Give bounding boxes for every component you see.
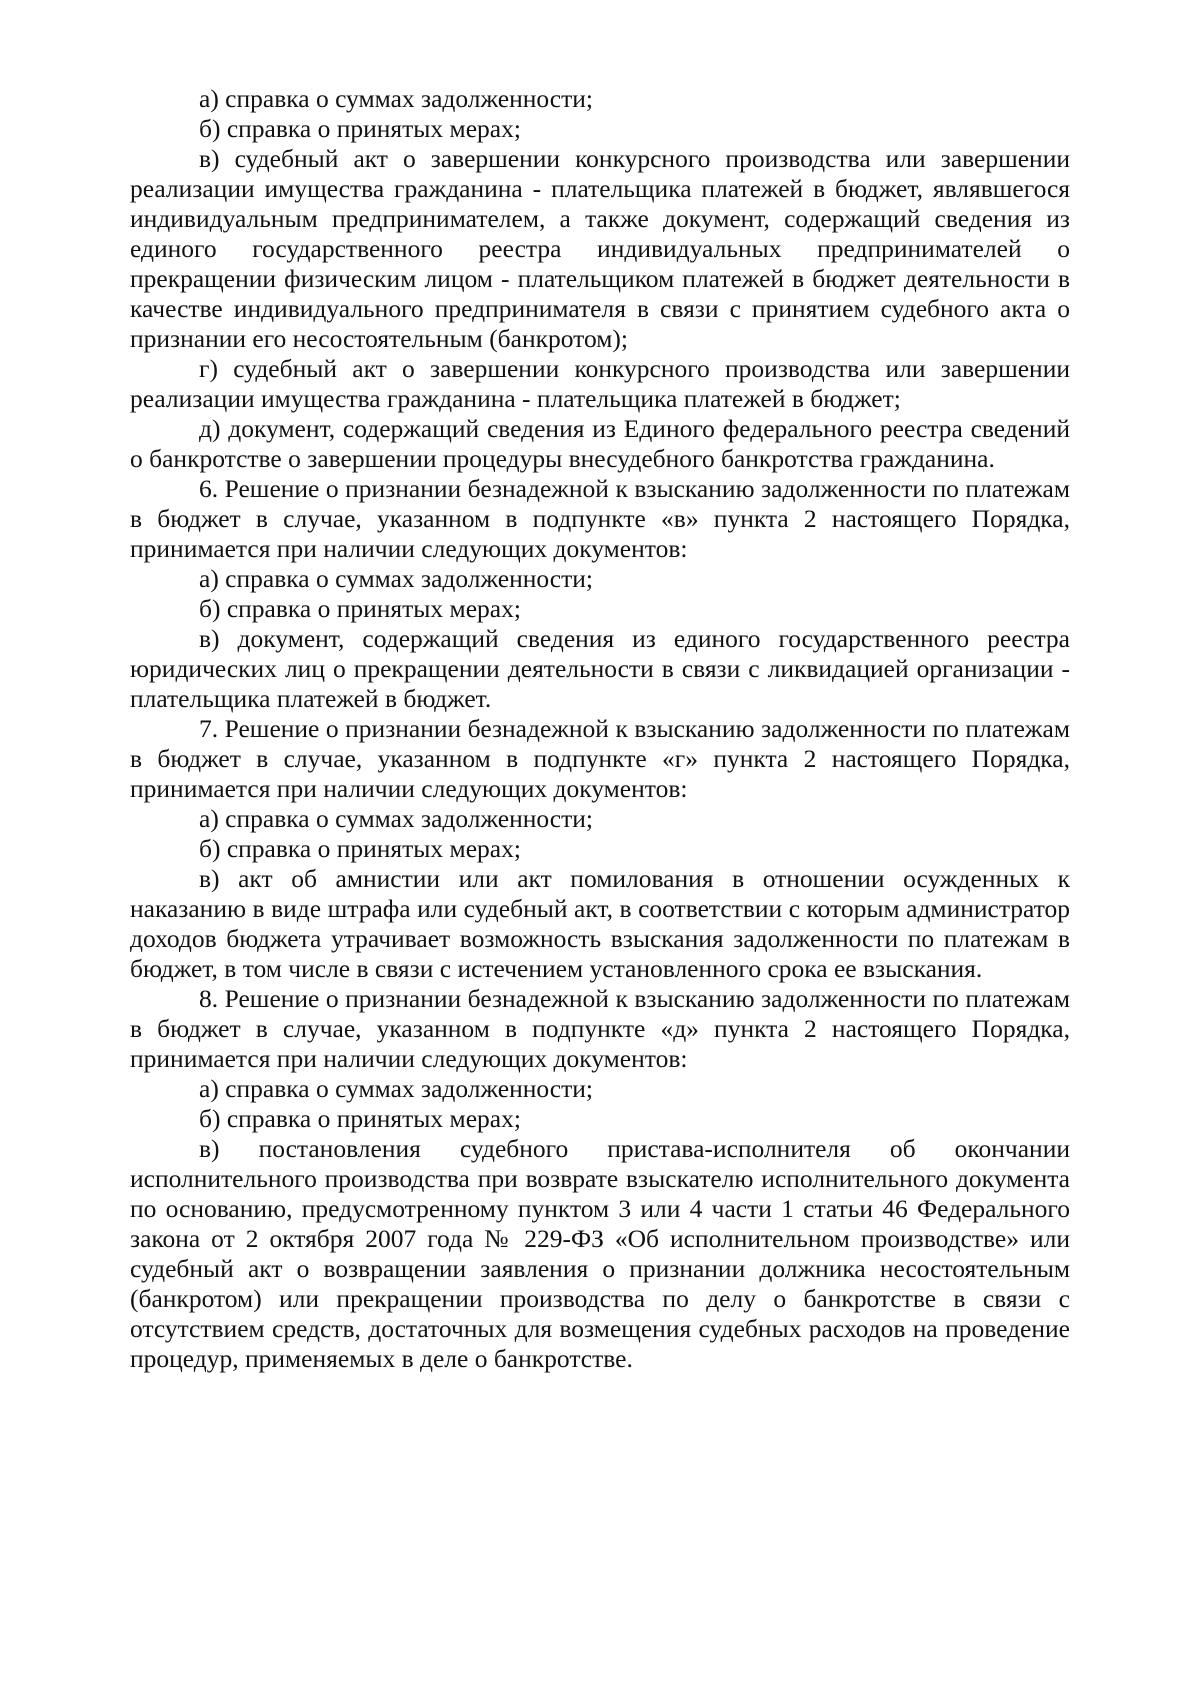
paragraph-measures-certificate-2: б) справка о принятых мерах; xyxy=(199,594,521,623)
paragraph-bankruptcy-entrepreneur: в) судебный акт о завершении конкурсного производства или завершении реализации имущества гражданина - плательщика платежей в бюджет, являвшегося индивидуальным предпринимателем, а также документ, содержащий сведения из единого государственного реестра индивидуальных предпринимателей о прекращении физическим лицом - плательщиком платежей в бюджет деятельности в качестве индивидуального предпринимателя в связи с принятием судебного акта о признании его несостоятельным (банкротом); xyxy=(130,144,1070,353)
paragraph-measures-certificate-1: б) справка о принятых мерах; xyxy=(199,114,521,143)
paragraph-debt-certificate-2: а) справка о суммах задолженности; xyxy=(199,564,593,593)
paragraph-clause-6: 6. Решение о признании безнадежной к взысканию задолженности по платежам в бюджет в случае, указанном в подпункте «в» пункта 2 настоящего Порядка, принимается при наличии следующих документов: xyxy=(130,474,1070,563)
paragraph-clause-7: 7. Решение о признании безнадежной к взысканию задолженности по платежам в бюджет в случае, указанном в подпункте «г» пункта 2 настоящего Порядка, принимается при наличии следующих документов: xyxy=(130,714,1070,803)
paragraph-amnesty-act: в) акт об амнистии или акт помилования в отношении осужденных к наказанию в виде штрафа или судебный акт, в соответствии с которым администратор доходов бюджета утрачивает возможность взыскания задолженности по платежам в бюджет, в том числе в связи с истечением установленного срока ее взыскания. xyxy=(130,864,1070,983)
paragraph-debt-certificate-3: а) справка о суммах задолженности; xyxy=(199,804,593,833)
paragraph-extrajudicial-bankruptcy: д) документ, содержащий сведения из Единого федерального реестра сведений о банкротстве о завершении процедуры внесудебного банкротства гражданина. xyxy=(130,414,1070,473)
paragraph-clause-8: 8. Решение о признании безнадежной к взысканию задолженности по платежам в бюджет в случае, указанном в подпункте «д» пункта 2 настоящего Порядка, принимается при наличии следующих документов: xyxy=(130,984,1070,1073)
paragraph-legal-entity-liquidation: в) документ, содержащий сведения из единого государственного реестра юридических лиц о прекращении деятельности в связи с ликвидацией организации - плательщика платежей в бюджет. xyxy=(130,624,1070,713)
paragraph-debt-certificate-4: а) справка о суммах задолженности; xyxy=(199,1074,593,1103)
paragraph-bankruptcy-citizen: г) судебный акт о завершении конкурсного производства или завершении реализации имущества гражданина - плательщика платежей в бюджет; xyxy=(130,354,1070,413)
paragraph-debt-certificate-1: а) справка о суммах задолженности; xyxy=(199,84,593,113)
paragraph-measures-certificate-4: б) справка о принятых мерах; xyxy=(199,1104,521,1133)
paragraph-bailiff-resolution: в) постановления судебного пристава-исполнителя об окончании исполнительного производства при возврате взыскателю исполнительного документа по основанию, предусмотренному пунктом 3 или 4 части 1 статьи 46 Федерального закона от 2 октября 2007 года № 229-ФЗ «Об исполнительном производстве» или судебный акт о возвращении заявления о признании должника несостоятельным (банкротом) или прекращении производства по делу о банкротстве в связи с отсутствием средств, достаточных для возмещения судебных расходов на проведение процедур, применяемых в деле о банкротстве. xyxy=(130,1134,1070,1373)
document-page xyxy=(130,84,1070,1374)
paragraph-measures-certificate-3: б) справка о принятых мерах; xyxy=(199,834,521,863)
